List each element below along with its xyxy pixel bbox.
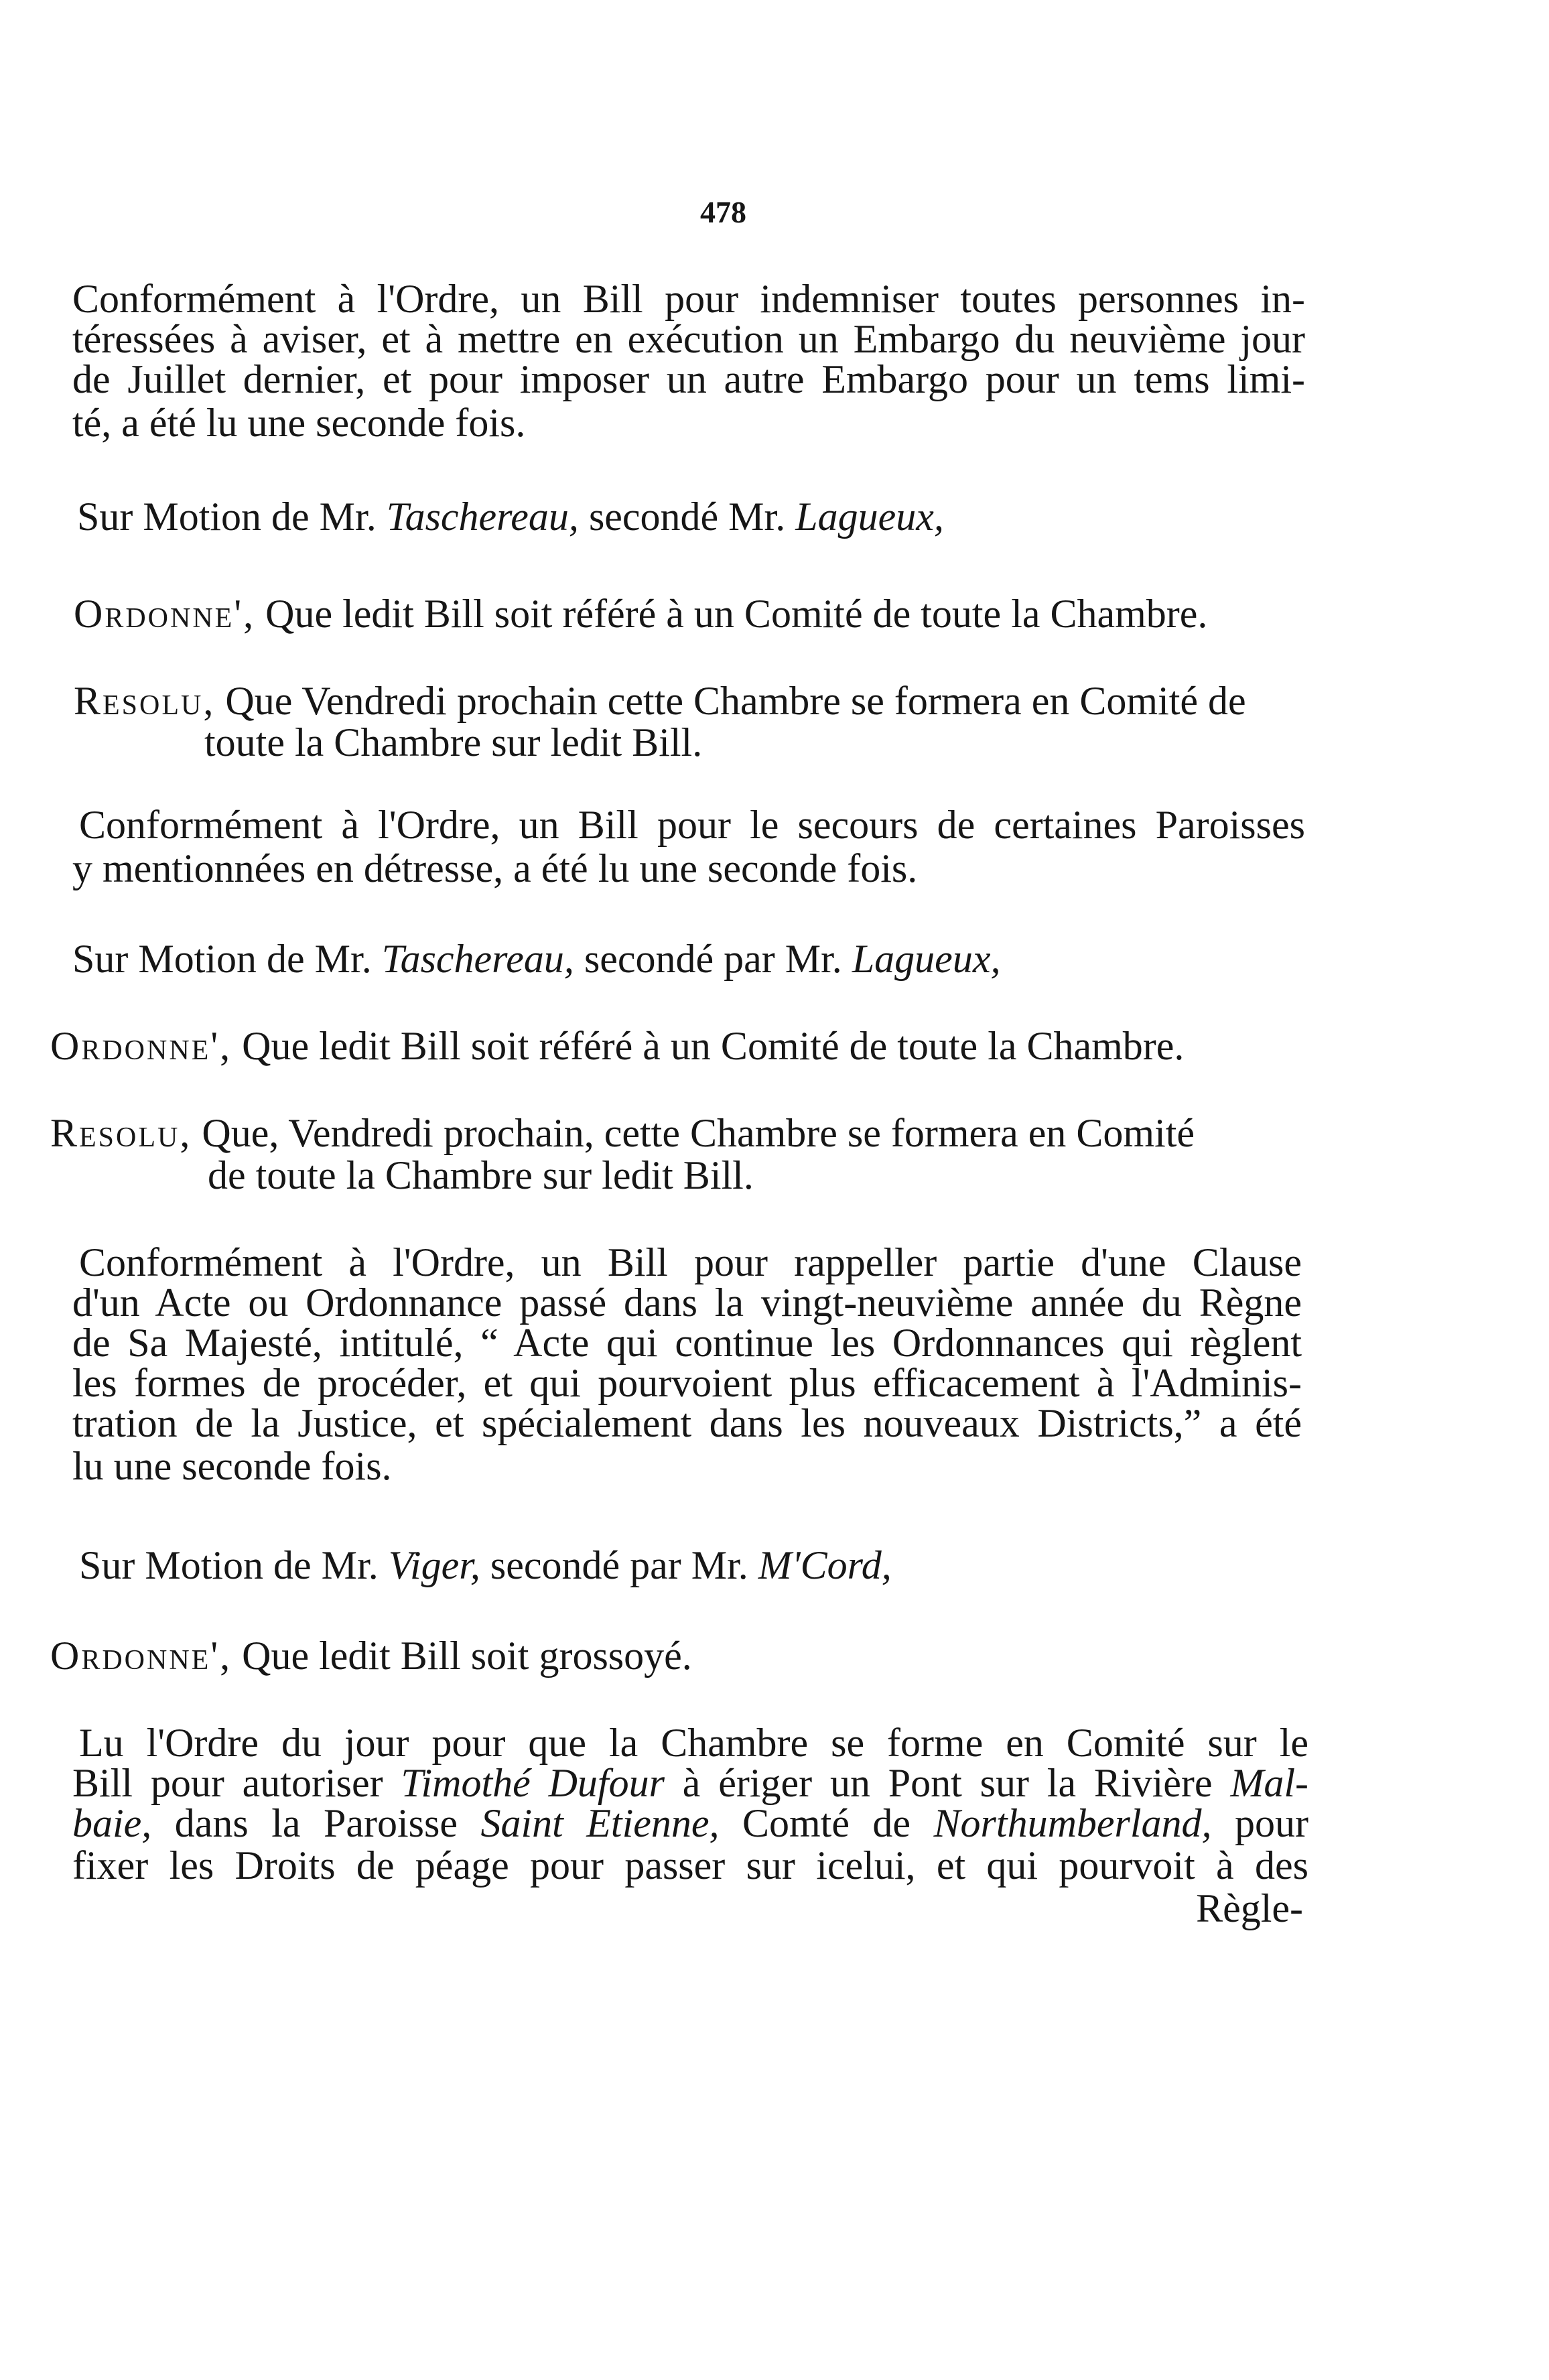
seconder-name: M'Cord, xyxy=(758,1543,892,1587)
text-line: té, a été lu une seconde fois. xyxy=(72,401,526,445)
motion-text: Sur Motion de Mr. xyxy=(72,937,382,981)
page-number: 478 xyxy=(700,195,746,229)
order-line xyxy=(50,1632,692,1680)
county-name: Northumberland, xyxy=(933,1801,1212,1845)
person-name: Timothé Dufour xyxy=(401,1761,665,1805)
resolution-line: de toute la Chambre sur ledit Bill. xyxy=(208,1153,754,1197)
motion-text: secondé par Mr. xyxy=(574,937,852,981)
text-line: Conformément à l'Ordre, un Bill pour le secours de certaines Paroisses xyxy=(79,803,1305,847)
mover-name: Taschereau, xyxy=(386,494,579,539)
text-line: Lu l'Ordre du jour pour que la Chambre se forme en Comité sur le xyxy=(79,1721,1308,1765)
resolution-text: Que Vendredi prochain cette Chambre se formera en Comité de xyxy=(225,679,1246,723)
order-text: Que ledit Bill soit grossoyé. xyxy=(242,1634,692,1678)
order-label: Ordonne', xyxy=(74,592,256,636)
catchword: Règle- xyxy=(1196,1886,1303,1930)
text-line: téressées à aviser, et à mettre en exécution un Embargo du neuvième jour xyxy=(72,317,1305,361)
seconder-name: Lagueux, xyxy=(852,937,1001,981)
text-line: de Juillet dernier, et pour imposer un autre Embargo pour un tems limi- xyxy=(72,357,1305,401)
text-line: fixer les Droits de péage pour passer sur icelui, et qui pourvoit à des xyxy=(72,1843,1308,1888)
text-span: dans la Paroisse xyxy=(151,1801,481,1845)
order-text: Que ledit Bill soit référé à un Comité de toute la Chambre. xyxy=(242,1024,1185,1068)
motion-line xyxy=(79,1541,892,1589)
resolution-line: toute la Chambre sur ledit Bill. xyxy=(204,720,703,765)
motion-text: Sur Motion de Mr. xyxy=(79,1543,389,1587)
order-label: Ordonne', xyxy=(50,1634,232,1678)
resolution-text: Que, Vendredi prochain, cette Chambre se formera en Comité xyxy=(202,1111,1195,1155)
order-line xyxy=(74,590,1207,638)
resolution-label: Resolu, xyxy=(74,679,216,723)
text-line: de Sa Majesté, intitulé, “ Acte qui continue les Ordonnances qui règlent xyxy=(72,1321,1302,1365)
text-line xyxy=(72,1799,1308,1847)
text-line: d'un Acte ou Ordonnance passé dans la vingt-neuvième année du Règne xyxy=(72,1280,1302,1325)
order-text: Que ledit Bill soit référé à un Comité de toute la Chambre. xyxy=(265,592,1208,636)
text-line: Conformément à l'Ordre, un Bill pour rappeller partie d'une Clause xyxy=(79,1240,1302,1284)
river-name: baie, xyxy=(72,1801,152,1845)
parish-name: Saint Etienne, xyxy=(480,1801,720,1845)
text-line: Conformément à l'Ordre, un Bill pour indemniser toutes personnes in- xyxy=(72,277,1305,321)
mover-name: Viger, xyxy=(388,1543,480,1587)
order-label: Ordonne', xyxy=(50,1024,232,1068)
resolution-line xyxy=(50,1109,1195,1157)
text-span: pour xyxy=(1211,1801,1309,1845)
text-span: Bill pour autoriser xyxy=(72,1761,401,1805)
text-line: les formes de procéder, et qui pourvoient plus efficacement à l'Adminis- xyxy=(72,1361,1302,1405)
river-name: Mal- xyxy=(1230,1761,1309,1805)
text-line: y mentionnées en détresse, a été lu une seconde fois. xyxy=(72,846,918,890)
resolution-label: Resolu, xyxy=(50,1111,192,1155)
text-span: à ériger un Pont sur la Rivière xyxy=(664,1761,1231,1805)
motion-text: secondé par Mr. xyxy=(480,1543,758,1587)
order-line xyxy=(50,1022,1184,1070)
motion-line xyxy=(72,935,1000,983)
seconder-name: Lagueux, xyxy=(795,494,944,539)
text-line: tration de la Justice, et spécialement dans les nouveaux Districts,” a été xyxy=(72,1401,1302,1445)
text-span: Comté de xyxy=(719,1801,934,1845)
text-line: lu une seconde fois. xyxy=(72,1444,392,1488)
motion-text: Sur Motion de Mr. xyxy=(77,494,387,539)
motion-text: secondé Mr. xyxy=(578,494,796,539)
motion-line xyxy=(77,492,944,541)
mover-name: Taschereau, xyxy=(381,937,574,981)
